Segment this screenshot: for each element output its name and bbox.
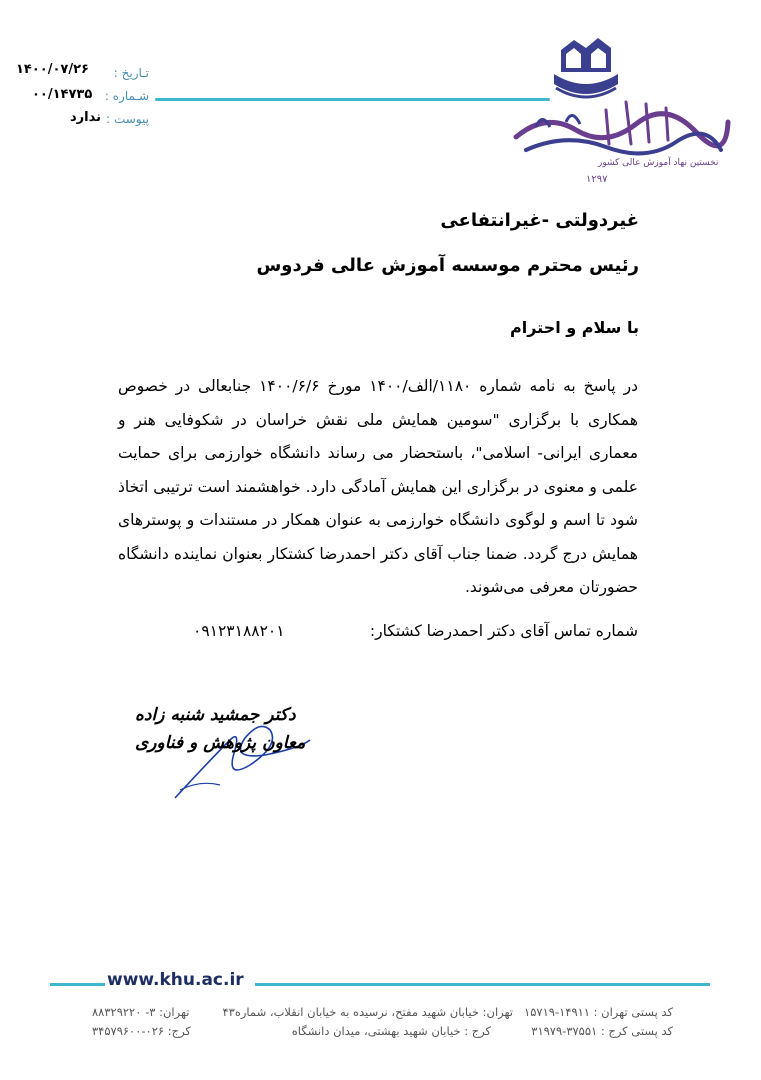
logo-subtext: نخستین نهاد آموزش عالی کشور xyxy=(598,158,719,168)
header-rule xyxy=(155,98,550,101)
contact-line xyxy=(118,622,638,640)
footer-phone-karaj: کرج: ۰۲۶-۳۴۵۷۹۶۰۰ xyxy=(92,1024,191,1038)
signatory-name: دکتر جمشید شنبه زاده xyxy=(135,705,296,725)
signatory-title: معاون پژوهش و فناوری xyxy=(135,733,306,753)
logo-emblem-icon xyxy=(506,32,732,192)
website-link[interactable]: www.khu.ac.ir xyxy=(107,970,244,990)
greeting: با سلام و احترام xyxy=(510,318,639,337)
date-value: ۱۴۰۰/۰۷/۲۶ xyxy=(16,62,89,77)
date-label: تـاریخ : xyxy=(113,66,149,80)
footer-rule-right xyxy=(255,983,710,986)
footer-postal-karaj: کد پستی کرج : ۳۷۵۵۱-۳۱۹۷۹ xyxy=(531,1024,673,1038)
attachment-label: پیوست : xyxy=(106,112,149,126)
number-label: شـماره : xyxy=(104,89,149,103)
footer-phone-tehran: تهران: ۳- ۸۸۳۲۹۲۲۰ xyxy=(92,1005,190,1019)
contact-number: ۰۹۱۲۳۱۸۸۲۰۱ xyxy=(193,622,285,640)
letter-body: در پاسخ به نامه شماره ۱۱۸۰/الف/۱۴۰۰ مورخ ۱۴۰۰/۶/۶ جنابعالی در خصوص همکاری با برگزاری "سومین همایش ملی نقش خراسان در شکوفایی هنر و معماری ایرانی- اسلامی"، باستحضار می رساند دانشگاه خوارزمی برای حمایت علمی و معنوی در برگزاری این همایش آمادگی دارد. خواهشمند است ترتیبی اتخاذ شود تا اسم و لوگوی دانشگاه خوارزمی به عنوان همکار در مستندات و پوسترهای همایش درج گردد. ضمنا جناب آقای دکتر احمدرضا کشتکار بعنوان نماینده دانشگاه حضورتان معرفی می‌شوند. xyxy=(118,377,639,596)
addressee-line-1: غیردولتی -غیرانتفاعی xyxy=(440,210,639,231)
addressee-line-2: رئیس محترم موسسه آموزش عالی فردوس xyxy=(256,255,639,276)
footer-rule-left xyxy=(50,983,105,986)
logo-year: ۱۲۹۷ xyxy=(586,174,608,185)
attachment-value: ندارد xyxy=(70,110,102,125)
footer-postal-tehran: کد پستی تهران : ۱۴۹۱۱-۱۵۷۱۹ xyxy=(524,1005,673,1019)
footer-address-karaj: کرج : خیابان شهید بهشتی، میدان دانشگاه xyxy=(291,1024,491,1038)
university-logo xyxy=(506,32,732,192)
footer-address-tehran: تهران: خیابان شهید مفتح، نرسیده به خیابان انقلاب، شماره۴۳ xyxy=(222,1005,513,1019)
contact-label: شماره تماس آقای دکتر احمدرضا کشتکار: xyxy=(369,622,638,640)
number-value: ۰۰/۱۴۷۳۵ xyxy=(32,87,93,102)
